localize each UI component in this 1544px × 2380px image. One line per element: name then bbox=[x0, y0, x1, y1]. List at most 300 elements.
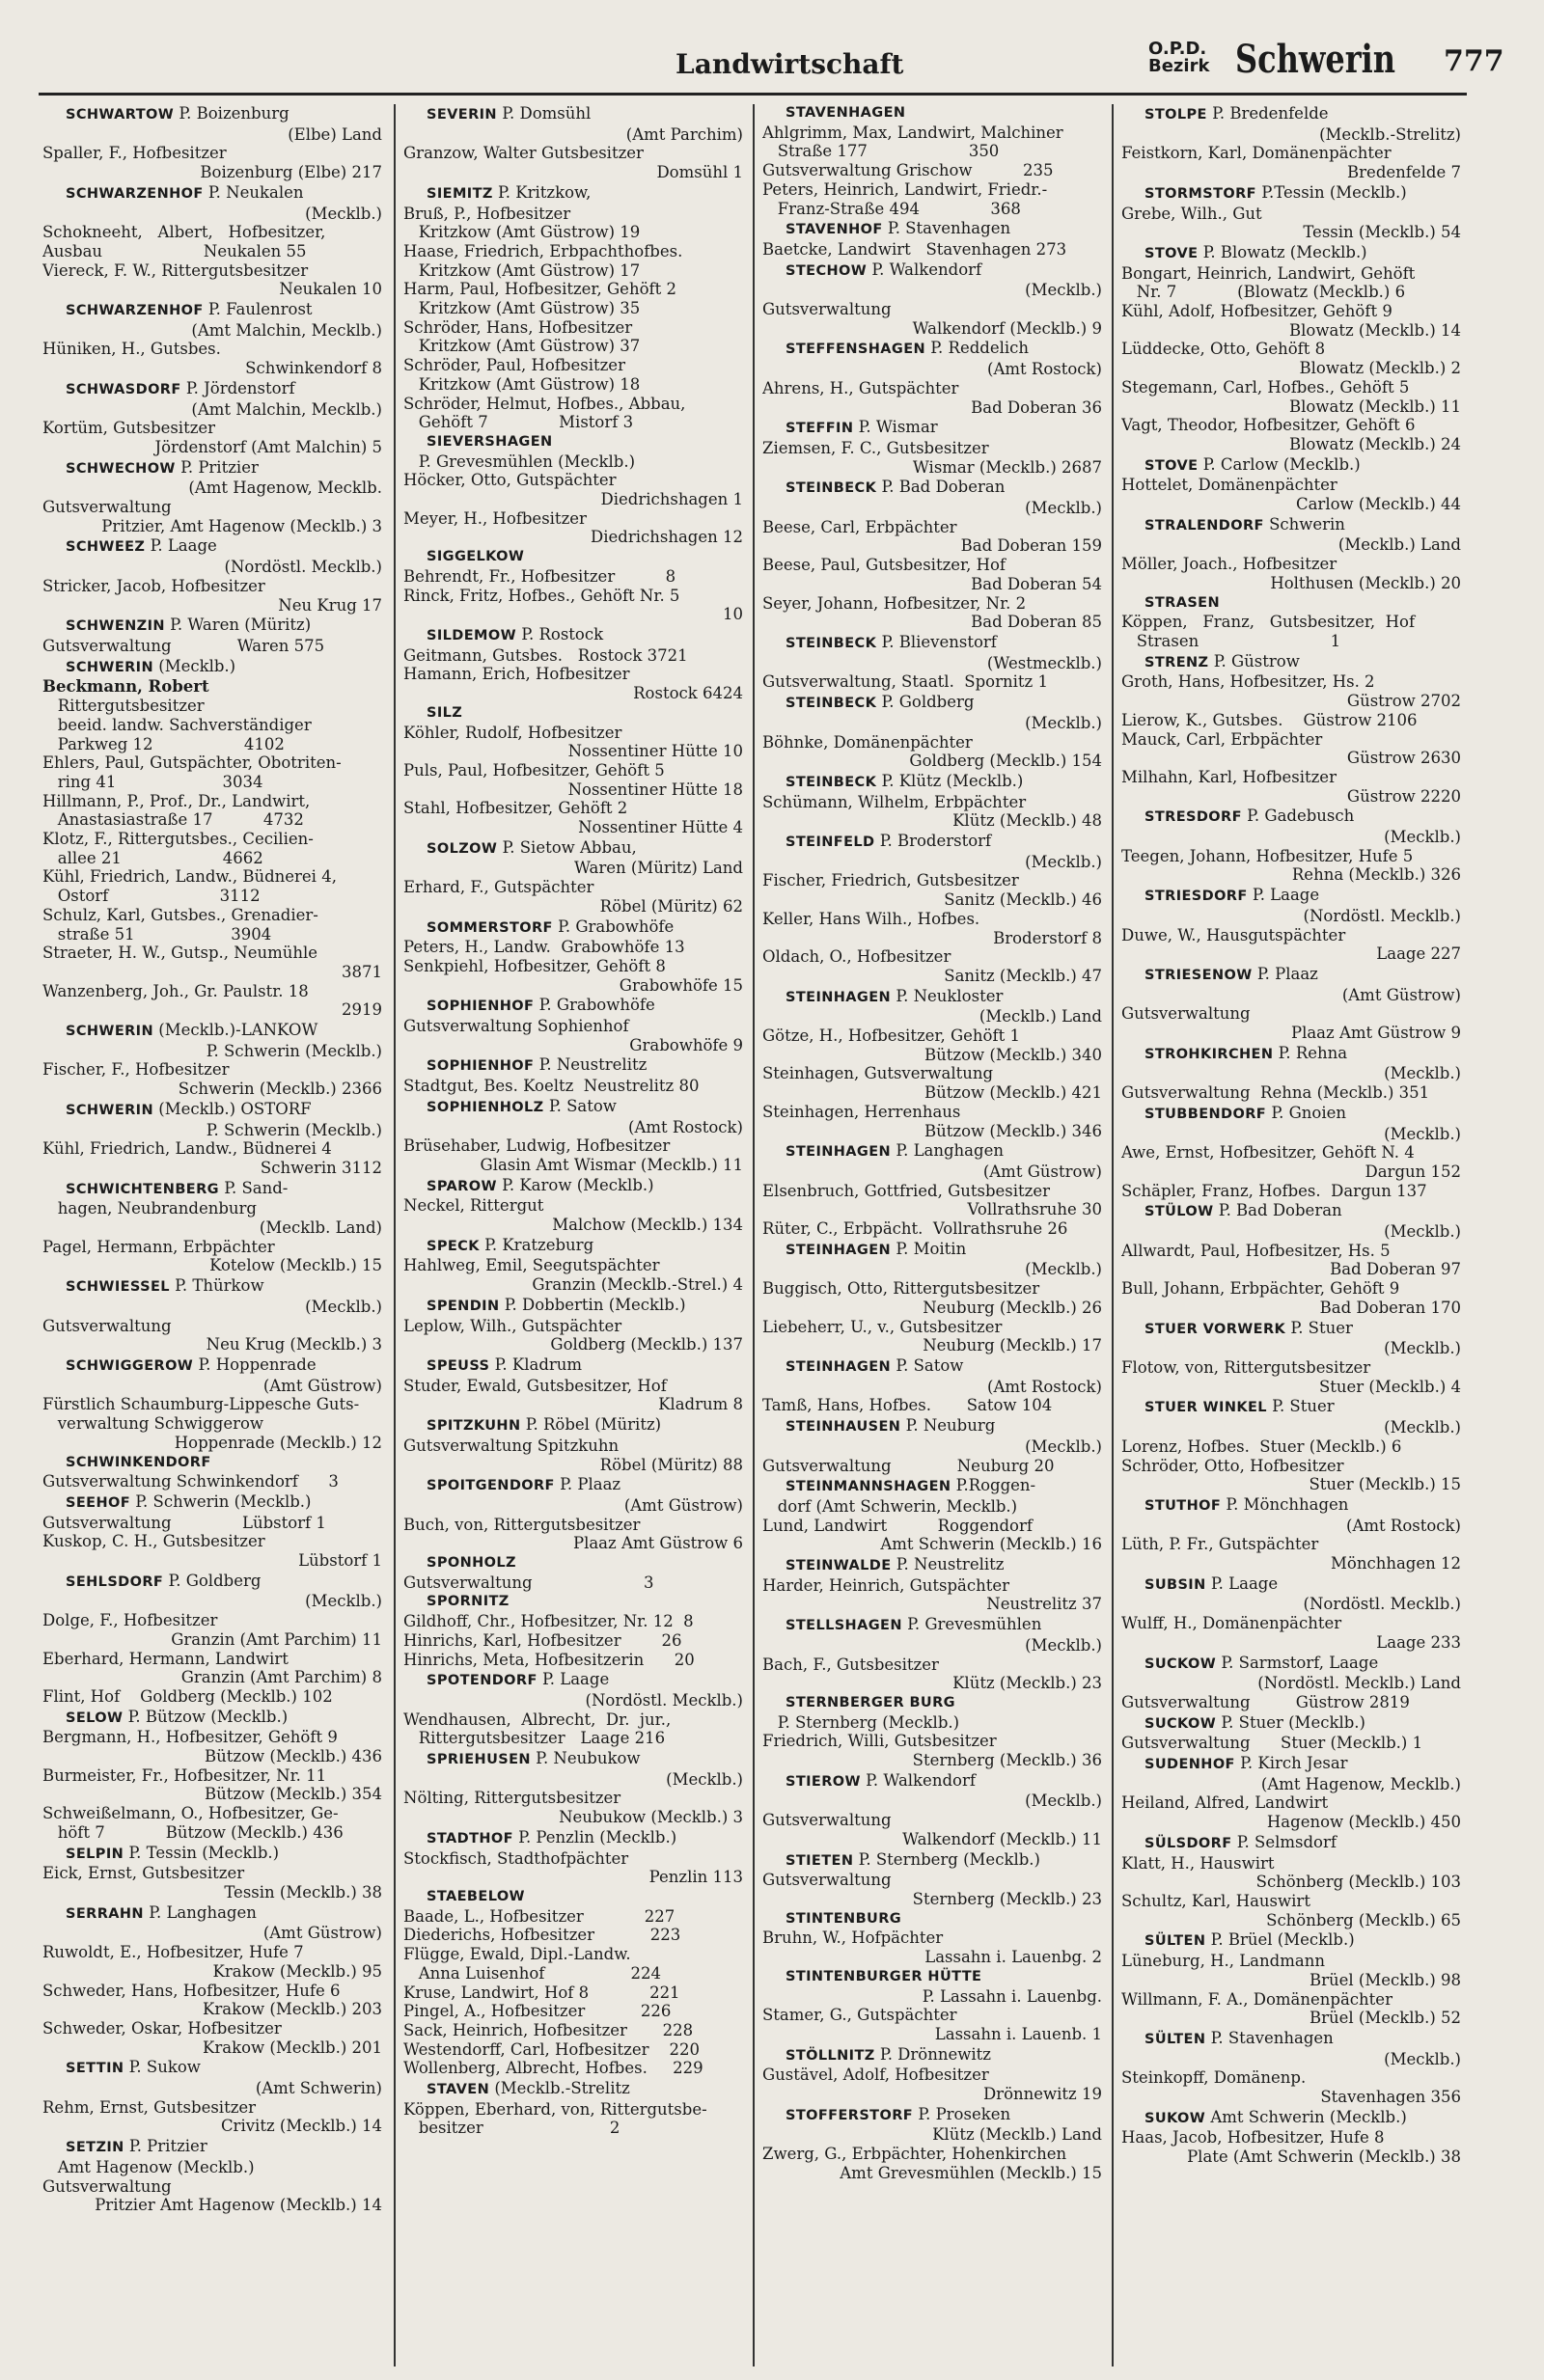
entry-line: (Amt Malchin, Mecklb.) bbox=[191, 399, 382, 419]
directory-entry bbox=[762, 1910, 1102, 1967]
place-heading bbox=[66, 1179, 382, 1200]
directory-entry bbox=[1121, 1319, 1461, 1397]
entry-line: (Amt Schwerin) bbox=[255, 2079, 382, 2098]
entry-line: Granzin (Amt Parchim) 11 bbox=[171, 1629, 382, 1649]
entry-line: Bad Doberan 85 bbox=[971, 613, 1102, 632]
entry-line: Peters, H., Landw. Grabowhöfe 13 bbox=[403, 938, 685, 957]
place-name: STEINHAGEN bbox=[786, 1359, 892, 1375]
place-postal-info: P. Satow bbox=[891, 1356, 964, 1375]
entry-line: Götze, H., Hofbesitzer, Gehöft 1 bbox=[762, 1026, 1020, 1046]
place-postal-info: P. Neustrelitz bbox=[891, 1555, 1005, 1574]
entry-line: Pagel, Hermann, Erbpächter bbox=[42, 1237, 275, 1256]
place-postal-info: P. Tessin (Mecklb.) bbox=[124, 1843, 280, 1862]
place-heading bbox=[1144, 2108, 1461, 2129]
entry-line: (Amt Rostock) bbox=[987, 1377, 1102, 1396]
entry-line: Laage 233 bbox=[1376, 1632, 1461, 1652]
place-name: STEINMANNSHAGEN bbox=[786, 1479, 951, 1495]
directory-entry bbox=[403, 996, 743, 1054]
directory-entry bbox=[1121, 807, 1461, 885]
entry-line: (Mecklb.) bbox=[1025, 1436, 1102, 1456]
place-name: STOFFERSTORF bbox=[786, 2107, 914, 2123]
place-heading bbox=[786, 418, 1102, 439]
place-name: STÖLLNITZ bbox=[786, 2047, 875, 2064]
directory-entry bbox=[1121, 965, 1461, 1043]
column-3 bbox=[762, 104, 1102, 2371]
place-heading bbox=[66, 104, 382, 125]
entry-line: (Mecklb.) bbox=[1384, 1064, 1461, 1083]
directory-entry bbox=[762, 1356, 1102, 1415]
directory-entry bbox=[762, 1694, 1102, 1770]
place-postal-info: P. Laage bbox=[1247, 886, 1320, 905]
place-heading bbox=[786, 1476, 1102, 1497]
entry-line: Bergmann, H., Hofbesitzer, Gehöft 9 bbox=[42, 1728, 338, 1747]
place-name: SUCKOW bbox=[1144, 1655, 1217, 1672]
entry-line: Sanitz (Mecklb.) 47 bbox=[944, 966, 1102, 985]
place-heading bbox=[66, 1844, 382, 1865]
place-postal-info: P. Goldberg bbox=[163, 1571, 262, 1590]
entry-line: Schröder, Helmut, Hofbes., Abbau, bbox=[403, 394, 686, 413]
entry-line: Möller, Joach., Hofbesitzer bbox=[1121, 555, 1337, 574]
entry-line: (Westmecklb.) bbox=[986, 653, 1102, 672]
place-heading bbox=[786, 219, 1102, 240]
entry-line: (Mecklb.) bbox=[305, 1297, 382, 1316]
place-name: STRIESENOW bbox=[1144, 967, 1253, 983]
place-name: STRALENDORF bbox=[1144, 517, 1264, 533]
entry-line: Fischer, F., Hofbesitzer bbox=[42, 1060, 230, 1080]
entry-line: Stuer (Mecklb.) 15 bbox=[1309, 1475, 1461, 1494]
column-divider bbox=[394, 104, 396, 2366]
entry-line: Ziemsen, F. C., Gutsbesitzer bbox=[762, 438, 989, 457]
place-name: STEINHAUSEN bbox=[786, 1419, 901, 1436]
entry-line: (Amt Rostock) bbox=[987, 360, 1102, 379]
entry-line: beeid. landw. Sachverständiger bbox=[42, 715, 312, 734]
entry-line: dorf (Amt Schwerin, Mecklb.) bbox=[762, 1496, 1018, 1516]
place-heading bbox=[427, 2079, 743, 2100]
page-header bbox=[39, 37, 1504, 87]
entry-line: Hinrichs, Meta, Hofbesitzerin 20 bbox=[403, 1650, 695, 1669]
entry-line: Peters, Heinrich, Landwirt, Friedr.- bbox=[762, 179, 1048, 199]
entry-line: Hinrichs, Karl, Hofbesitzer 26 bbox=[403, 1630, 682, 1650]
entry-line: Schröder, Otto, Hofbesitzer bbox=[1121, 1456, 1344, 1475]
entry-line: Klütz (Mecklb.) Land bbox=[932, 2125, 1102, 2145]
entry-line: Schönberg (Mecklb.) 103 bbox=[1255, 1873, 1461, 1892]
place-heading bbox=[1144, 455, 1461, 477]
place-name: STEINFELD bbox=[786, 834, 875, 851]
entry-line: Lüth, P. Fr., Gutspächter bbox=[1121, 1535, 1319, 1554]
place-postal-info: P.Tessin (Mecklb.) bbox=[1256, 182, 1407, 202]
entry-line: Gutsverwaltung, Staatl. Spornitz 1 bbox=[762, 672, 1048, 692]
place-postal-info: P. Walkendorf bbox=[867, 260, 982, 279]
place-name: SCHWARZENHOF bbox=[66, 185, 204, 202]
entry-line: Jördenstorf (Amt Malchin) 5 bbox=[154, 437, 382, 456]
directory-entry bbox=[42, 1844, 382, 1902]
directory-entry bbox=[403, 1670, 743, 1748]
entry-line: Stamer, G., Gutspächter bbox=[762, 2006, 957, 2025]
place-postal-info: P. Kritzkow, bbox=[492, 182, 592, 202]
entry-line: Westendorff, Carl, Hofbesitzer 220 bbox=[403, 2039, 700, 2059]
place-heading bbox=[1144, 1319, 1461, 1340]
entry-line: (Mecklb.) bbox=[1384, 1418, 1461, 1437]
entry-line: Hottelet, Domänenpächter bbox=[1121, 476, 1337, 495]
place-heading bbox=[1144, 965, 1461, 986]
entry-line: Grabowhöfe 15 bbox=[619, 975, 743, 995]
entry-line: (Mecklb.) bbox=[1384, 2049, 1461, 2068]
directory-entry bbox=[42, 458, 382, 536]
place-postal-info: P. Neubukow bbox=[530, 1749, 641, 1768]
entry-line: Duwe, W., Hausgutspächter bbox=[1121, 925, 1346, 944]
place-heading bbox=[786, 987, 1102, 1008]
place-heading bbox=[1144, 2029, 1461, 2050]
place-heading bbox=[1144, 183, 1461, 205]
place-name: STADTHOF bbox=[427, 1830, 513, 1847]
place-name: SCHWASDORF bbox=[66, 381, 181, 397]
directory-entry bbox=[403, 1296, 743, 1354]
entry-line: Stavenhagen 356 bbox=[1320, 2088, 1461, 2107]
directory-entry bbox=[762, 260, 1102, 339]
place-postal-info: Schwerin bbox=[1263, 514, 1345, 533]
entry-line: Glasin Amt Wismar (Mecklb.) 11 bbox=[480, 1155, 743, 1174]
entry-line: Schweder, Hans, Hofbesitzer, Hufe 6 bbox=[42, 1981, 341, 2000]
place-postal-info: P. Grabowhöfe bbox=[534, 996, 655, 1015]
column-4 bbox=[1121, 104, 1461, 2371]
directory-entry bbox=[403, 917, 743, 996]
place-name: SPAROW bbox=[427, 1178, 497, 1194]
place-heading bbox=[786, 104, 1102, 123]
entry-line: Teegen, Johann, Hofbesitzer, Hufe 5 bbox=[1121, 846, 1414, 865]
place-heading bbox=[66, 1903, 382, 1925]
place-name: STUBBENDORF bbox=[1144, 1106, 1267, 1122]
directory-entry bbox=[1121, 2029, 1461, 2107]
entry-line: (Amt Güstrow) bbox=[623, 1495, 743, 1515]
place-postal-info: P. Laage bbox=[1205, 1573, 1279, 1593]
entry-line: Gustävel, Adolf, Hofbesitzer bbox=[762, 2065, 989, 2085]
entry-line: Beckmann, Robert bbox=[42, 677, 209, 697]
column-divider bbox=[753, 104, 755, 2366]
entry-line: Schweder, Oskar, Hofbesitzer bbox=[42, 2018, 282, 2038]
entry-line: (Mecklb.) bbox=[1384, 1339, 1461, 1358]
entry-line: (Nordöstl. Mecklb.) bbox=[1303, 906, 1461, 925]
directory-entry bbox=[1121, 243, 1461, 454]
entry-line: Puls, Paul, Hofbesitzer, Gehöft 5 bbox=[403, 760, 665, 780]
entry-line: Amt Schwerin (Mecklb.) 16 bbox=[880, 1535, 1102, 1554]
opd-label: O.P.D. bbox=[1148, 39, 1207, 59]
place-postal-info: P. Pritzier bbox=[124, 2137, 207, 2156]
directory-entry bbox=[42, 104, 382, 182]
place-postal-info: P. Satow bbox=[543, 1096, 617, 1115]
entry-line: (Mecklb.) Land bbox=[1337, 535, 1461, 555]
entry-line: Schokneeht, Albert, Hofbesitzer, bbox=[42, 223, 326, 242]
entry-line: Gutsverwaltung Sophienhof bbox=[403, 1017, 629, 1036]
directory-entry bbox=[1121, 1930, 1461, 2028]
place-name: SILZ bbox=[427, 704, 463, 721]
entry-line: Hillmann, P., Prof., Dr., Landwirt, bbox=[42, 791, 311, 810]
entry-line: Lierow, K., Gutsbes. Güstrow 2106 bbox=[1121, 710, 1418, 729]
place-heading bbox=[427, 838, 743, 860]
entry-line: Sternberg (Mecklb.) 36 bbox=[912, 1751, 1102, 1770]
entry-line: Ostorf 3112 bbox=[42, 887, 261, 906]
place-heading bbox=[427, 625, 743, 646]
entry-line: Gutsverwaltung bbox=[42, 1316, 172, 1335]
place-name: SUBSIN bbox=[1144, 1576, 1206, 1593]
directory-entry bbox=[42, 1572, 382, 1707]
entry-line: Geitmann, Gutsbes. Rostock 3721 bbox=[403, 645, 688, 665]
place-heading bbox=[1144, 1201, 1461, 1222]
entry-line: Goldberg (Mecklb.) 154 bbox=[909, 752, 1102, 771]
directory-entry bbox=[1121, 1833, 1461, 1930]
place-postal-info: P. Stuer bbox=[1285, 1318, 1353, 1337]
entry-line: Bützow (Mecklb.) 436 bbox=[205, 1747, 382, 1766]
place-postal-info: P. Sand- bbox=[218, 1178, 289, 1197]
place-name: STEINHAGEN bbox=[786, 989, 892, 1005]
entry-line: allee 21 4662 bbox=[42, 848, 263, 867]
entry-line: Gutsverwaltung 3 bbox=[403, 1573, 654, 1592]
place-postal-info: P. Sietow Abbau, bbox=[497, 837, 637, 857]
place-heading bbox=[66, 379, 382, 400]
entry-line: Gutsverwaltung Grischow 235 bbox=[762, 161, 1054, 180]
entry-line: Bongart, Heinrich, Landwirt, Gehöft bbox=[1121, 263, 1416, 283]
column-2 bbox=[403, 104, 743, 2371]
place-name: STAVENHAGEN bbox=[786, 105, 906, 121]
directory-entry bbox=[762, 219, 1102, 259]
entry-line: Stegemann, Carl, Hofbes., Gehöft 5 bbox=[1121, 377, 1410, 397]
entry-line: Bützow (Mecklb.) 421 bbox=[924, 1083, 1102, 1103]
place-heading bbox=[1144, 1495, 1461, 1517]
directory-entry bbox=[403, 704, 743, 837]
place-heading bbox=[1144, 1713, 1461, 1735]
place-heading bbox=[786, 772, 1102, 793]
entry-line: Neustrelitz 37 bbox=[986, 1595, 1102, 1614]
place-name: STROHKIRCHEN bbox=[1144, 1046, 1274, 1062]
entry-line: Lassahn i. Lauenbg. 2 bbox=[924, 1948, 1102, 1967]
place-postal-info: P. Dobbertin (Mecklb.) bbox=[499, 1295, 686, 1314]
place-postal-info: P. Drönnewitz bbox=[874, 2044, 991, 2064]
entry-line: Anastasiastraße 17 4732 bbox=[42, 810, 304, 830]
entry-line: Hüniken, H., Gutsbes. bbox=[42, 340, 221, 359]
directory-entry bbox=[42, 1179, 382, 1276]
entry-line: Gutsverwaltung Neuburg 20 bbox=[762, 1456, 1055, 1475]
entry-line: Köppen, Eberhard, von, Rittergutsbe- bbox=[403, 2099, 707, 2119]
entry-line: Blowatz (Mecklb.) 2 bbox=[1299, 359, 1461, 378]
place-name: SÜLSDORF bbox=[1144, 1835, 1232, 1851]
directory-entry bbox=[1121, 1397, 1461, 1494]
entry-line: Penzlin 113 bbox=[648, 1868, 743, 1887]
directory-entry bbox=[762, 2045, 1102, 2104]
entry-line: (Amt Rostock) bbox=[628, 1117, 743, 1136]
entry-line: Neu Krug (Mecklb.) 3 bbox=[206, 1335, 382, 1354]
entry-line: Klütz (Mecklb.) 48 bbox=[952, 811, 1102, 831]
entry-line: Nölting, Rittergutsbesitzer bbox=[403, 1789, 621, 1808]
place-heading bbox=[786, 1771, 1102, 1792]
entry-line: Lübstorf 1 bbox=[298, 1551, 382, 1571]
place-name: SCHWINKENDORF bbox=[66, 1454, 211, 1470]
directory-entry bbox=[403, 1176, 743, 1235]
directory-entry bbox=[403, 1475, 743, 1553]
place-heading bbox=[1144, 1930, 1461, 1952]
place-name: STEINHAGEN bbox=[786, 1144, 892, 1161]
directory-entry bbox=[42, 1355, 382, 1453]
entry-line: Lorenz, Hofbes. Stuer (Mecklb.) 6 bbox=[1121, 1436, 1402, 1456]
place-name: SERRAHN bbox=[66, 1905, 144, 1922]
entry-line: Stockfisch, Stadthofpächter bbox=[403, 1848, 629, 1868]
directory-entry bbox=[403, 1554, 743, 1592]
entry-line: (Mecklb.) Land bbox=[979, 1007, 1102, 1026]
entry-line: Flügge, Ewald, Dipl.-Landw. bbox=[403, 1945, 631, 1964]
directory-entry bbox=[762, 1968, 1102, 2044]
entry-line: Oldach, O., Hofbesitzer bbox=[762, 947, 951, 967]
directory-entry bbox=[42, 1708, 382, 1843]
entry-line: Neuburg (Mecklb.) 26 bbox=[923, 1298, 1102, 1317]
place-heading bbox=[1144, 1044, 1461, 1065]
place-name: STOLPE bbox=[1144, 107, 1207, 123]
entry-line: Willmann, F. A., Domänenpächter bbox=[1121, 1989, 1392, 2009]
directory-entry bbox=[762, 1416, 1102, 1475]
place-heading bbox=[1144, 515, 1461, 536]
place-heading bbox=[1144, 1833, 1461, 1854]
entry-line: Eberhard, Hermann, Landwirt bbox=[42, 1649, 289, 1668]
place-heading bbox=[66, 1355, 382, 1377]
directory-entry bbox=[762, 1555, 1102, 1614]
entry-line: 10 bbox=[723, 605, 743, 624]
place-heading bbox=[786, 339, 1102, 360]
place-postal-info: P. Neustrelitz bbox=[534, 1055, 648, 1075]
entry-line: (Nordöstl. Mecklb.) Land bbox=[1257, 1674, 1461, 1693]
place-heading bbox=[427, 183, 743, 205]
entry-line: Kritzkow (Amt Güstrow) 35 bbox=[403, 299, 641, 318]
place-heading bbox=[786, 1416, 1102, 1437]
place-name: SPORNITZ bbox=[427, 1594, 510, 1610]
directory-entry bbox=[762, 418, 1102, 477]
place-postal-info: P. Brüel (Mecklb.) bbox=[1205, 1930, 1355, 1950]
entry-line: (Mecklb.) bbox=[1025, 1635, 1102, 1655]
place-name: SEHLSDORF bbox=[66, 1573, 164, 1590]
entry-line: (Amt Güstrow) bbox=[982, 1162, 1102, 1181]
place-name: STINTENBURG bbox=[786, 1910, 902, 1927]
entry-line: Vagt, Theodor, Hofbesitzer, Gehöft 6 bbox=[1121, 416, 1416, 435]
place-postal-info: P. Stavenhagen bbox=[882, 219, 1011, 238]
entry-line: (Nordöstl. Mecklb.) bbox=[224, 558, 382, 577]
place-postal-info: P. Laage bbox=[145, 536, 217, 556]
entry-line: P. Sternberg (Mecklb.) bbox=[762, 1712, 960, 1732]
place-heading bbox=[1144, 104, 1461, 125]
place-name: SÜLTEN bbox=[1144, 2031, 1206, 2047]
entry-line: Gildhoff, Chr., Hofbesitzer, Nr. 12 8 bbox=[403, 1612, 694, 1631]
entry-line: Harder, Heinrich, Gutspächter bbox=[762, 1575, 1010, 1595]
directory-entry bbox=[403, 1749, 743, 1827]
entry-line: (Amt Hagenow, Mecklb.) bbox=[1260, 1774, 1461, 1793]
entry-line: Milhahn, Karl, Hofbesitzer bbox=[1121, 767, 1337, 786]
place-heading bbox=[1144, 1574, 1461, 1596]
entry-line: Walkendorf (Mecklb.) 11 bbox=[902, 1829, 1102, 1848]
entry-line: Köppen, Franz, Gutsbesitzer, Hof bbox=[1121, 613, 1416, 632]
entry-line: Nossentiner Hütte 18 bbox=[567, 780, 743, 799]
directory-entry bbox=[42, 1492, 382, 1571]
directory-entry bbox=[403, 104, 743, 182]
directory-entry bbox=[42, 2137, 382, 2215]
entry-line: Nr. 7 (Blowatz (Mecklb.) 6 bbox=[1121, 283, 1406, 302]
entry-line: Fischer, Friedrich, Gutsbesitzer bbox=[762, 871, 1019, 890]
place-heading bbox=[427, 1593, 743, 1612]
entry-line: Beese, Carl, Erbpächter bbox=[762, 517, 957, 536]
entry-line: Steinhagen, Gutsverwaltung bbox=[762, 1064, 994, 1083]
place-heading bbox=[427, 1296, 743, 1317]
directory-entry bbox=[403, 433, 743, 547]
place-heading bbox=[66, 2058, 382, 2079]
place-name: SPEUSS bbox=[427, 1358, 490, 1374]
entry-line: Mauck, Carl, Erbpächter bbox=[1121, 729, 1323, 749]
entry-line: Lund, Landwirt Roggendorf bbox=[762, 1516, 1033, 1535]
place-postal-info: P. Bredenfelde bbox=[1206, 104, 1329, 123]
entry-line: (Mecklb.) bbox=[305, 204, 382, 223]
directory-entry bbox=[42, 1903, 382, 2058]
place-postal-info: P. Schwerin (Mecklb.) bbox=[130, 1491, 312, 1511]
place-postal-info: P. Güstrow bbox=[1208, 651, 1300, 670]
entry-line: Tamß, Hans, Hofbes. Satow 104 bbox=[762, 1396, 1053, 1415]
entry-line: straße 51 3904 bbox=[42, 924, 272, 944]
entry-line: Bull, Johann, Erbpächter, Gehöft 9 bbox=[1121, 1279, 1400, 1299]
place-name: SPECK bbox=[427, 1238, 480, 1254]
place-postal-info: P. Sarmstorf, Laage bbox=[1216, 1653, 1379, 1672]
place-heading bbox=[1144, 807, 1461, 828]
entry-line: Ahlgrimm, Max, Landwirt, Malchiner bbox=[762, 123, 1063, 142]
entry-line: Stahl, Hofbesitzer, Gehöft 2 bbox=[403, 799, 628, 818]
place-name: SPOTENDORF bbox=[427, 1673, 538, 1689]
place-heading bbox=[66, 536, 382, 558]
entry-line: Fürstlich Schaumburg-Lippesche Guts- bbox=[42, 1395, 360, 1414]
entry-line: (Amt Rostock) bbox=[1346, 1516, 1461, 1535]
directory-entry bbox=[1121, 594, 1461, 651]
directory-entry bbox=[1121, 515, 1461, 593]
place-name: SUDENHOF bbox=[1144, 1757, 1235, 1773]
entry-line: (Elbe) Land bbox=[288, 124, 382, 144]
entry-line: Harm, Paul, Hofbesitzer, Gehöft 2 bbox=[403, 280, 676, 299]
entry-line: Broderstorf 8 bbox=[993, 928, 1102, 947]
place-name: STECHOW bbox=[786, 262, 868, 279]
place-postal-info: (Mecklb.) OSTORF bbox=[153, 1099, 312, 1118]
place-name: STEINBECK bbox=[786, 696, 877, 712]
entry-line: Strasen 1 bbox=[1121, 631, 1341, 650]
entry-line: hagen, Neubrandenburg bbox=[42, 1199, 257, 1218]
place-heading bbox=[786, 1141, 1102, 1163]
section-title: Landwirtschaft bbox=[676, 48, 904, 80]
directory-entry bbox=[42, 1454, 382, 1491]
entry-line: Flotow, von, Rittergutsbesitzer bbox=[1121, 1358, 1371, 1377]
place-heading bbox=[1144, 1397, 1461, 1418]
place-name: SOMMERSTORF bbox=[427, 919, 553, 936]
directory-entry bbox=[42, 2058, 382, 2136]
directory-entry bbox=[762, 772, 1102, 831]
directory-entry bbox=[762, 1850, 1102, 1909]
place-postal-info: P. Blievenstorf bbox=[876, 632, 997, 651]
entry-line: Stuer (Mecklb.) 4 bbox=[1318, 1377, 1461, 1396]
place-name: STIEROW bbox=[786, 1773, 861, 1790]
entry-line: Seyer, Johann, Hofbesitzer, Nr. 2 bbox=[762, 593, 1027, 613]
entry-line: Hagenow (Mecklb.) 450 bbox=[1266, 1813, 1461, 1832]
entry-line: Rittergutsbesitzer Laage 216 bbox=[403, 1729, 666, 1748]
entry-line: (Mecklb.) bbox=[1384, 1222, 1461, 1242]
entry-line: Kruse, Landwirt, Hof 8 221 bbox=[403, 1983, 680, 2002]
place-heading bbox=[427, 1055, 743, 1077]
place-heading bbox=[66, 616, 382, 637]
entry-line: Stadtgut, Bes. Koeltz Neustrelitz 80 bbox=[403, 1077, 700, 1096]
entry-line: Kladrum 8 bbox=[658, 1395, 743, 1414]
entry-line: Domsühl 1 bbox=[656, 163, 743, 182]
entry-line: Gutsverwaltung bbox=[762, 1811, 892, 1830]
place-name: SCHWERIN bbox=[66, 1102, 154, 1118]
entry-line: besitzer 2 bbox=[403, 2119, 620, 2138]
place-heading bbox=[427, 548, 743, 567]
place-name: STEINWALDE bbox=[786, 1558, 892, 1574]
place-heading bbox=[66, 300, 382, 321]
